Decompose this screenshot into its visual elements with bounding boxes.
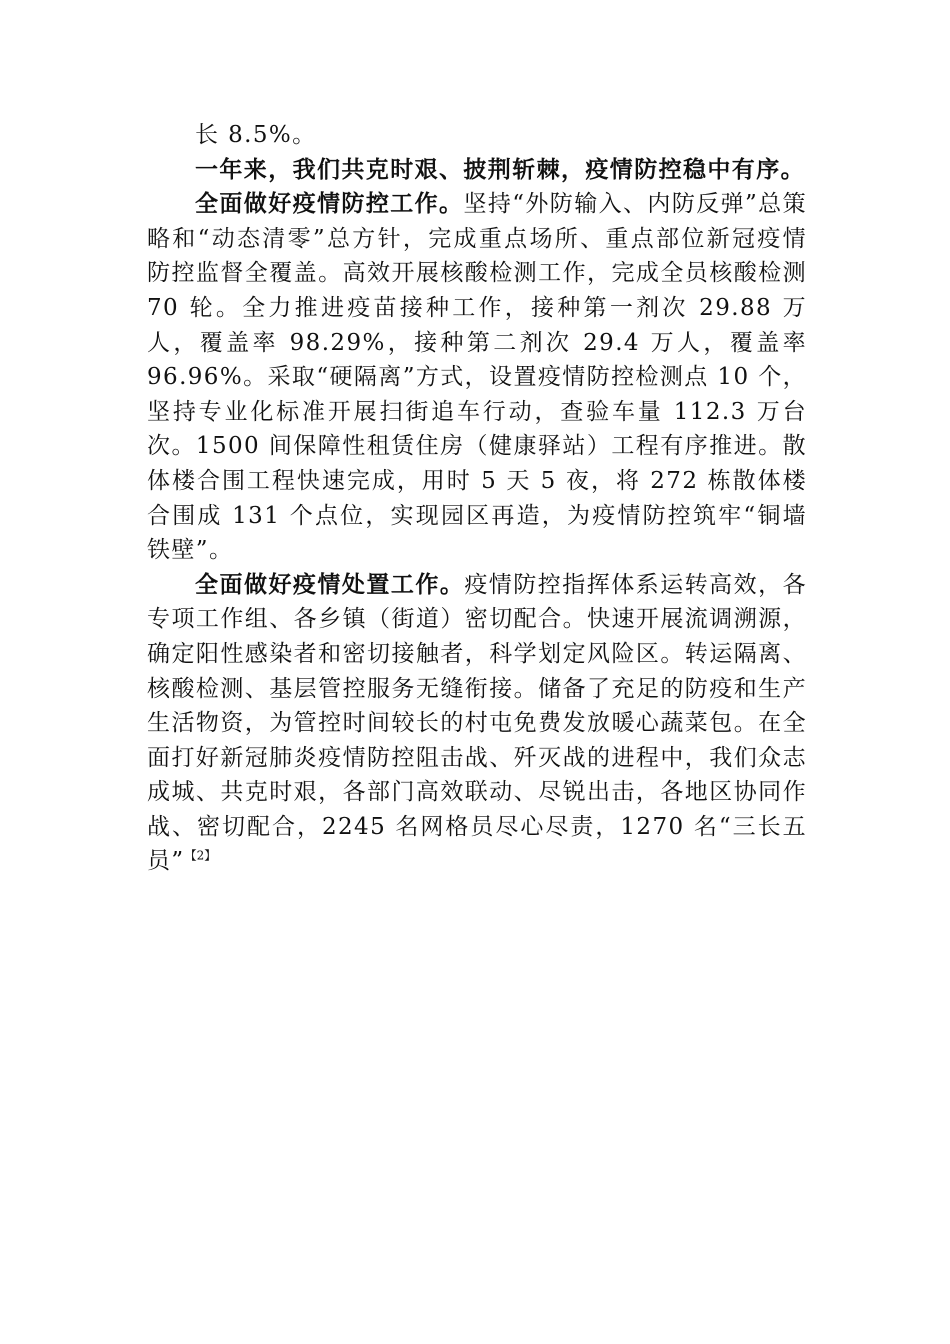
paragraph-summary <box>147 153 807 188</box>
paragraph-text: 疫情防控指挥体系运转高效，各专项工作组、各乡镇（街道）密切配合。快速开展流调溯源，确定阳性感染者和密切接触者，科学划定风险区。转运隔离、核酸检测、基层管控服务无缝衔接。储备了充足的防疫和生产生活物资，为管控时间较长的村屯免费发放暖心蔬菜包。在全面打好新冠肺炎疫情防控阻击战、歼灭战的进程中，我们众志成城、共克时艰，各部门高效联动、尽锐出击，各地区协同作战、密切配合，2245 名网格员尽心尽责，1270 名“三长五员” <box>147 571 807 875</box>
paragraph-text: 坚持“外防输入、内防反弹”总策略和“动态清零”总方针，完成重点场所、重点部位新冠疫情防控监督全覆盖。高效开展核酸检测工作，完成全员核酸检测 70 轮。全力推进疫苗接种工作，接种第一剂次 29.88 万人，覆盖率 98.29%，接种第二剂次 29.4 万人，覆盖率 96.96%。采取“硬隔离”方式，设置疫情防控检测点 10 个，坚持专业化标准开展扫街追车行动，查验车量 112.3 万台次。1500 间保障性租赁住房（健康驿站）工程有序推进。散体楼合围工程快速完成，用时 5 天 5 夜，将 272 栋散体楼合围成 131 个点位，实现园区再造，为疫情防控筑牢“铜墙铁壁”。 <box>147 191 807 564</box>
paragraph-epidemic-response <box>147 568 807 879</box>
paragraph-heading: 一年来，我们共克时艰、披荆斩棘，疫情防控稳中有序。 <box>195 155 805 183</box>
paragraph-heading: 全面做好疫情防控工作。 <box>195 190 464 218</box>
page-note-marker: 【2】 <box>184 848 217 863</box>
paragraph-epidemic-prevention <box>147 187 807 568</box>
paragraph-heading: 全面做好疫情处置工作。 <box>195 570 465 598</box>
document-page <box>147 118 807 879</box>
paragraph-text: 长 8.5%。 <box>195 122 317 148</box>
paragraph-continuation <box>147 118 807 153</box>
